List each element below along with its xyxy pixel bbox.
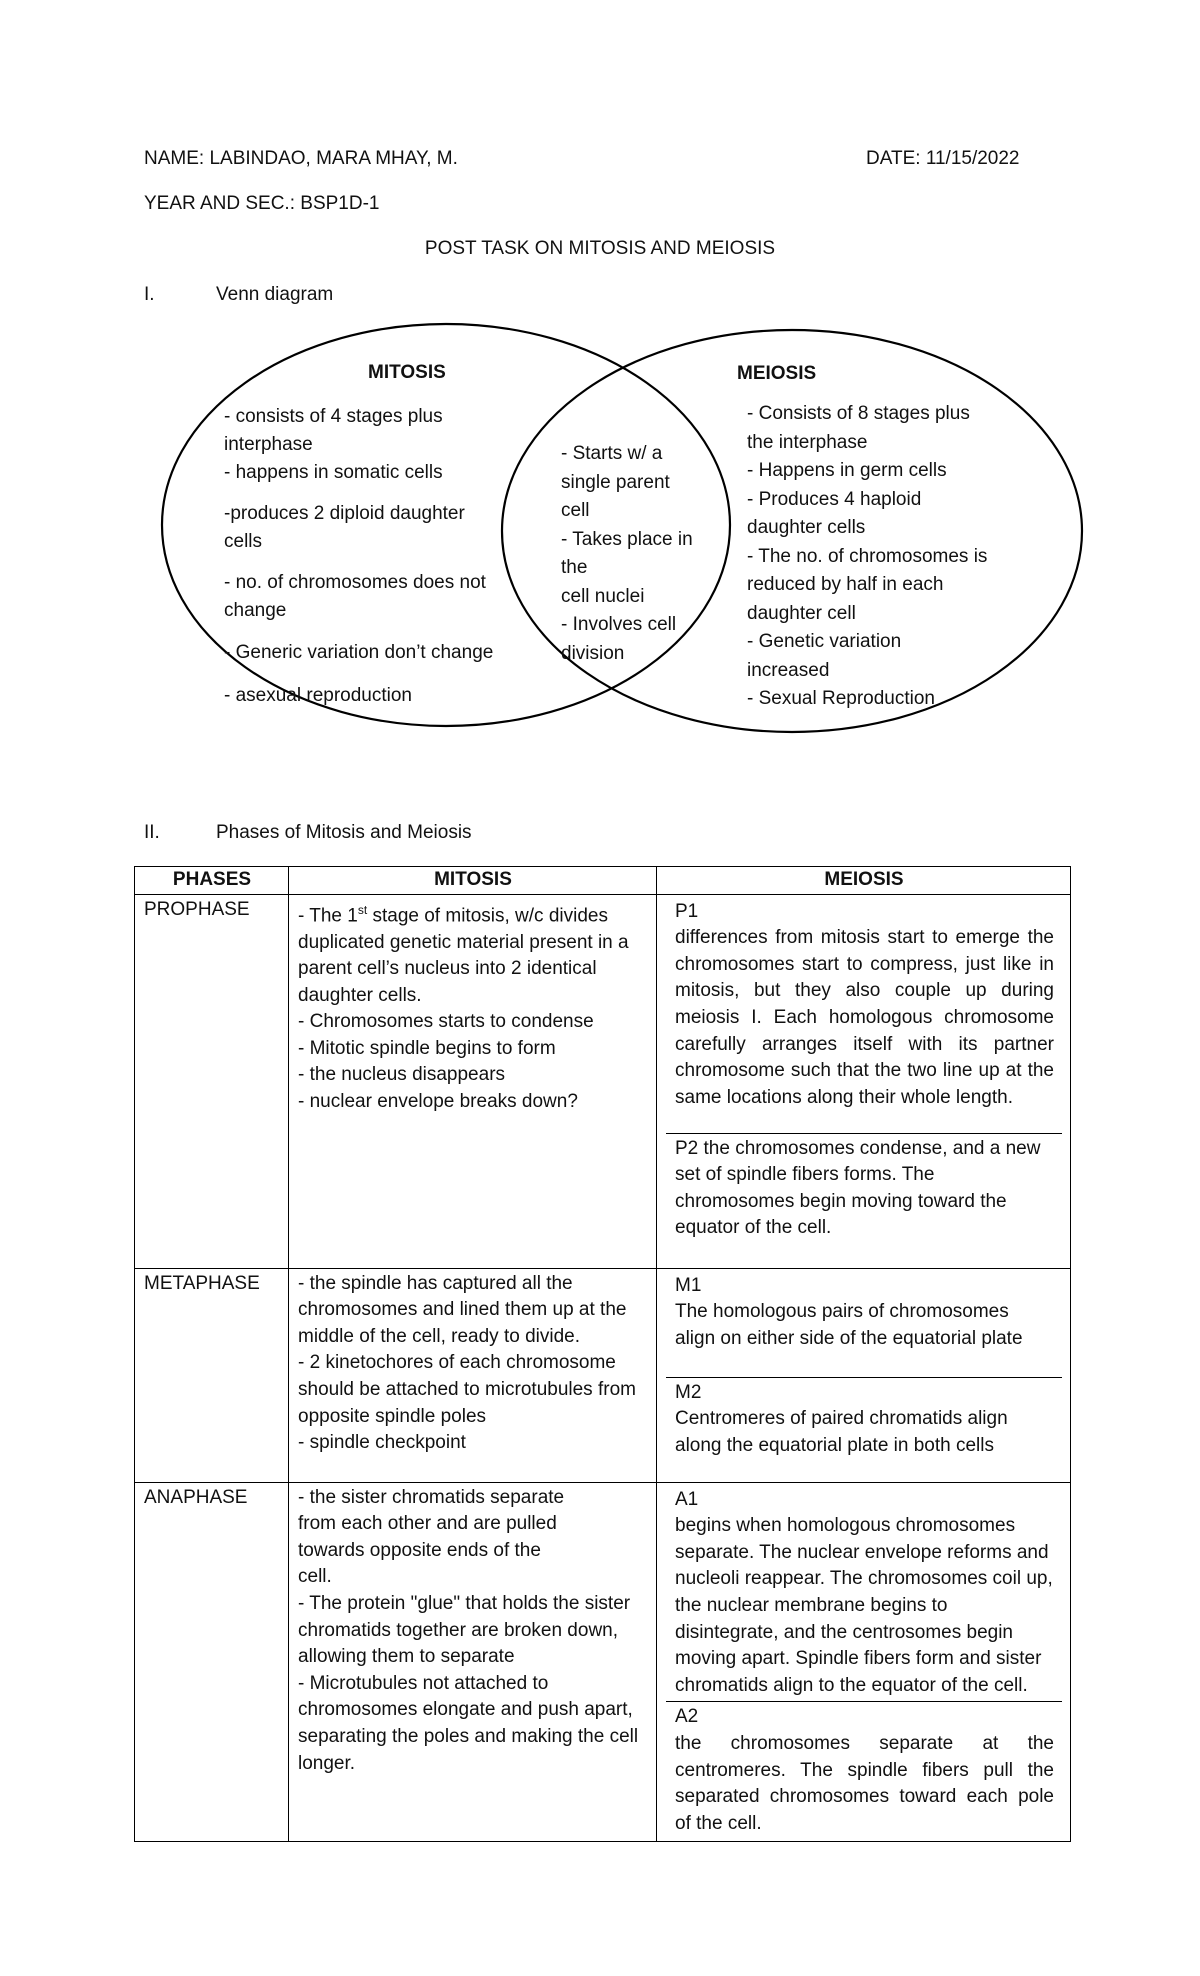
section-2-label: Phases of Mitosis and Meiosis — [216, 822, 472, 843]
venn-meiosis-list — [747, 400, 987, 714]
m2-label: M2 — [675, 1381, 702, 1403]
anaphase-a1 — [666, 1485, 1062, 1702]
metaphase-mitosis: - the spindle has captured all the chromosomes and lined them up at the middle of the cell, ready to divide. - 2 kinetochores of each chromosome should be attached to microtubules from opposite spindle poles - spindle checkpoint — [289, 1268, 657, 1482]
venn-mitosis-item: - consists of 4 stages plus — [224, 406, 443, 427]
venn-shared-item: division — [561, 642, 625, 664]
date: DATE: 11/15/2022 — [866, 148, 1020, 169]
venn-meiosis-item: increased — [747, 659, 830, 681]
venn-shared-list — [561, 440, 693, 668]
venn-meiosis-item: - Genetic variation — [747, 631, 902, 652]
header-meiosis: MEIOSIS — [657, 867, 1071, 895]
page-title: POST TASK ON MITOSIS AND MEIOSIS — [424, 238, 776, 259]
anaphase-mitosis: - the sister chromatids separate from each other and are pulled towards opposite ends of the cell. - The protein "glue" that holds the sister chromatids together are broken down, allowing them to separate - Microtubules not attached to chromosomes elongate and push apart, separating the poles and making the cell longer. — [289, 1482, 657, 1842]
venn-meiosis-item: reduced by half in each — [747, 574, 944, 595]
m2-text: Centromeres of paired chromatids align along the equatorial plate in both cells — [675, 1408, 1008, 1456]
venn-shared-item: - Takes place in — [561, 528, 693, 550]
prophase-mitosis-intro — [298, 897, 648, 1010]
prophase-p1 — [666, 897, 1062, 1133]
venn-meiosis-item: - Happens in germ cells — [747, 460, 947, 481]
phase-name: METAPHASE — [135, 1268, 289, 1482]
venn-mitosis-item: cells — [224, 531, 263, 552]
prophase-p2 — [666, 1133, 1062, 1244]
prophase-mitosis — [289, 894, 657, 1268]
venn-meiosis-item: daughter cell — [747, 602, 856, 624]
p1-label: P1 — [675, 900, 699, 922]
a2-text: the chromosomes separate at the centromeres. The spindle fibers pull the separated chromosomes toward each pole of the cell. — [675, 1732, 1054, 1834]
venn-mitosis-item: - asexual reproduction — [224, 685, 412, 706]
venn-title-mitosis: MITOSIS — [368, 362, 446, 383]
venn-mitosis-item: - Generic variation don’t change — [224, 642, 494, 663]
venn-mitosis-list — [224, 403, 493, 710]
venn-mitosis-item: - happens in somatic cells — [224, 462, 443, 483]
metaphase-m1 — [666, 1271, 1062, 1377]
venn-shared-item: - Involves cell — [561, 614, 677, 635]
venn-mitosis-item: interphase — [224, 434, 313, 455]
list-item: - Chromosomes starts to condense — [298, 1011, 594, 1033]
table-row-prophase — [135, 894, 1071, 1268]
a1-label: A1 — [675, 1488, 699, 1510]
m1-label: M1 — [675, 1274, 702, 1296]
venn-mitosis-item: change — [224, 600, 287, 621]
venn-shared-item: single parent — [561, 471, 670, 493]
metaphase-meiosis — [657, 1268, 1071, 1482]
venn-title-meiosis: MEIOSIS — [737, 363, 817, 384]
metaphase-m2 — [666, 1377, 1062, 1462]
section-1-number: I. — [144, 284, 155, 305]
table-row-metaphase — [135, 1268, 1071, 1482]
venn-mitosis-item: -produces 2 diploid daughter — [224, 503, 465, 524]
venn-shared-item: cell nuclei — [561, 585, 645, 607]
header-phases: PHASES — [135, 867, 289, 895]
phases-table — [134, 866, 1071, 1842]
m1-text: The homologous pairs of chromosomes align on either side of the equatorial plate — [675, 1301, 1023, 1349]
venn-meiosis-item: daughter cells — [747, 517, 866, 538]
superscript: st — [357, 902, 368, 917]
prophase-meiosis — [657, 894, 1071, 1268]
venn-meiosis-item: - Consists of 8 stages plus — [747, 403, 970, 424]
anaphase-a2 — [666, 1701, 1062, 1839]
a2-label: A2 — [675, 1706, 699, 1728]
list-item: - the nucleus disappears — [298, 1064, 506, 1086]
section-2-number: II. — [144, 822, 160, 843]
student-name: NAME: LABINDAO, MARA MHAY, M. — [144, 148, 458, 169]
anaphase-meiosis — [657, 1482, 1071, 1842]
venn-shared-item: - Starts w/ a — [561, 443, 663, 464]
venn-meiosis-item: the interphase — [747, 431, 868, 453]
phase-name: ANAPHASE — [135, 1482, 289, 1842]
section-1-label: Venn diagram — [216, 284, 334, 305]
table-header-row — [135, 867, 1071, 895]
p2-text: P2 the chromosomes condense, and a new set of spindle fibers forms. The chromosomes begin moving toward the equator of the cell. — [675, 1137, 1041, 1239]
phase-name: PROPHASE — [135, 894, 289, 1268]
venn-shared-item: cell — [561, 500, 590, 521]
venn-shared-item: the — [561, 557, 588, 578]
list-item: - nuclear envelope breaks down? — [298, 1091, 578, 1113]
table-row-anaphase — [135, 1482, 1071, 1842]
intro-text-rest: stage of mitosis, w/c divides duplicated genetic material present in a parent cell’s nucleus into 2 identical daughter cells. — [298, 904, 629, 1006]
header-mitosis: MITOSIS — [289, 867, 657, 895]
venn-mitosis-item: - no. of chromosomes does not — [224, 572, 486, 593]
list-item: - Mitotic spindle begins to form — [298, 1037, 556, 1059]
a1-text: begins when homologous chromosomes separate. The nuclear envelope reforms and nucleoli reappear. The chromosomes coil up, the nuclear membrane begins to disintegrate, and the centrosomes begin moving apart. Spindle fibers form and sister chromatids align to the equator of the cell. — [675, 1515, 1053, 1696]
venn-meiosis-item: - The no. of chromosomes is — [747, 545, 988, 567]
venn-meiosis-item: - Sexual Reproduction — [747, 688, 935, 709]
year-and-section: YEAR AND SEC.: BSP1D-1 — [144, 193, 380, 214]
venn-meiosis-item: - Produces 4 haploid — [747, 488, 922, 510]
intro-text: - The 1 — [298, 904, 358, 926]
p1-text: differences from mitosis start to emerge the chromosomes start to compress, just like in mitosis, but they also couple up during meiosis I. Each homologous chromosome carefully arranges itself with its partner chromosome such that the two line up at the same locations along their whole length. — [675, 927, 1054, 1108]
